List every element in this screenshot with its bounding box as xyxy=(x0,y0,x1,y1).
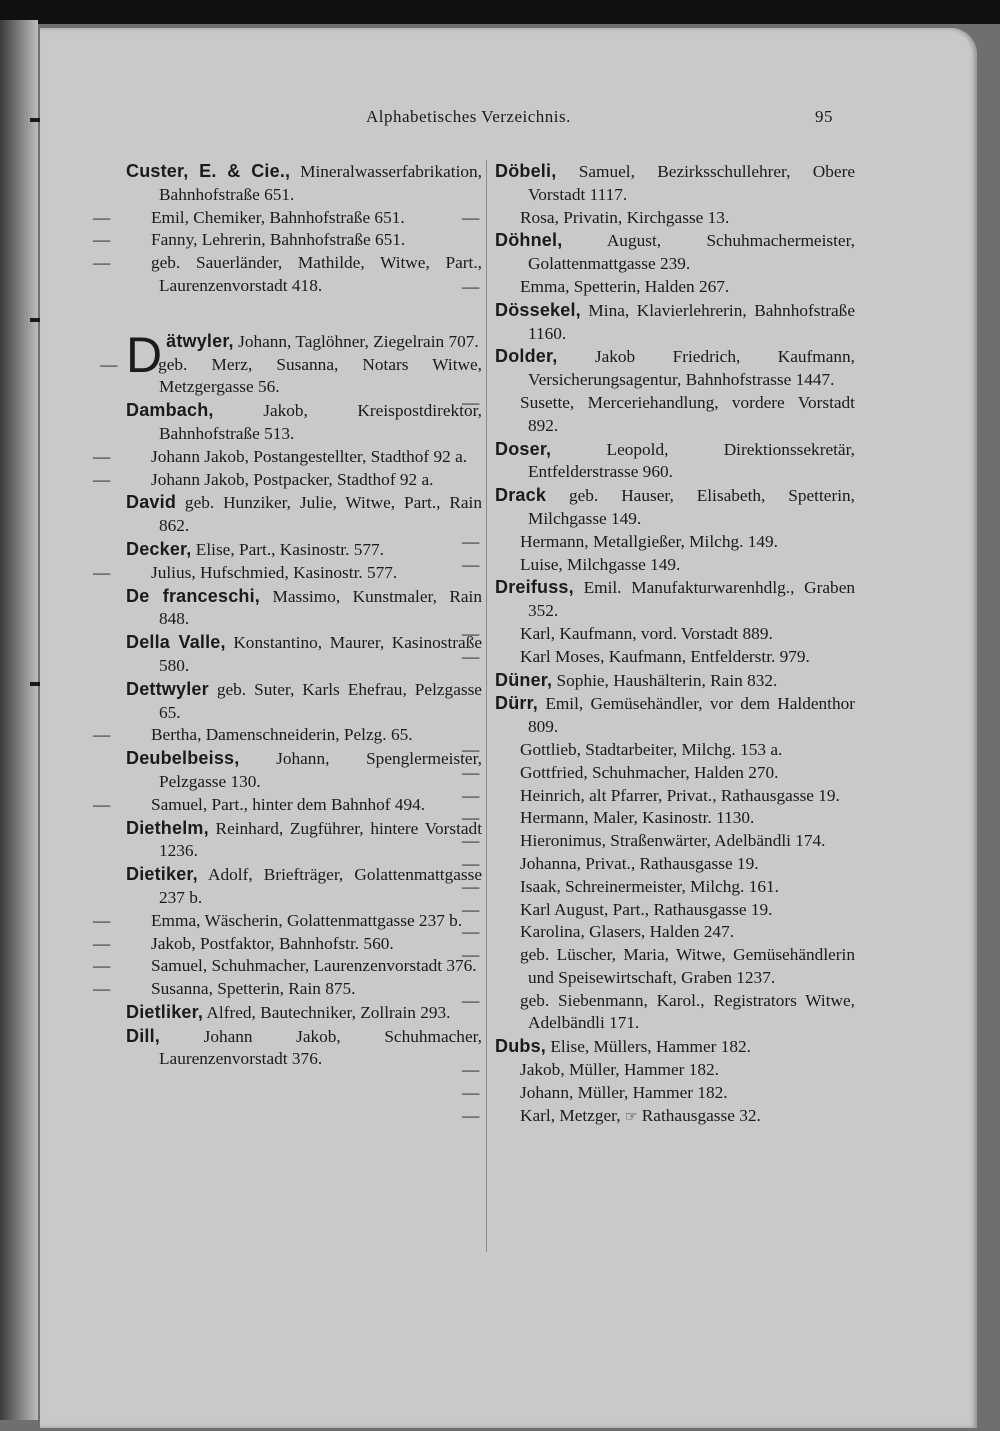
directory-entry xyxy=(495,830,855,853)
directory-entry xyxy=(126,678,482,725)
directory-entry xyxy=(495,692,855,739)
directory-entry xyxy=(495,944,855,990)
directory-entry xyxy=(495,276,855,299)
scan-top-shadow xyxy=(0,0,1000,24)
repeat-dash xyxy=(495,207,520,230)
entry-details: Adolf, Briefträger, Golattenmattgasse 237 b. xyxy=(159,865,483,907)
entry-details: Gottfried, Schuhmacher, Halden 270. xyxy=(520,762,779,782)
entry-name: Dolder, xyxy=(495,346,558,367)
repeat-dash xyxy=(126,724,151,747)
directory-entry xyxy=(495,345,855,392)
repeat-dash xyxy=(495,531,520,554)
repeat-dash xyxy=(495,990,520,1013)
repeat-dash xyxy=(126,910,151,933)
entry-details: Susanna, Spetterin, Rain 875. xyxy=(151,979,356,999)
entry-details: Emil, Gemüsehändler, vor dem Haldenthor 809. xyxy=(528,694,855,737)
repeat-dash xyxy=(495,853,520,876)
book-binding xyxy=(0,20,38,1420)
entry-details: geb. Lüscher, Maria, Witwe, Gemüsehändlerin und Speisewirtschaft, Graben 1237. xyxy=(520,945,855,987)
entry-name: Dössekel, xyxy=(495,299,581,320)
directory-entry xyxy=(495,807,855,830)
entry-details: Rosa, Privatin, Kirchgasse 13. xyxy=(520,207,730,227)
entry-details: Hieronimus, Straßenwärter, Adelbändli 174. xyxy=(520,831,826,851)
directory-entry xyxy=(126,933,482,956)
directory-entry xyxy=(126,955,482,978)
entry-details: Elise, Müllers, Hammer 182. xyxy=(550,1037,751,1057)
entry-details: Karl August, Part., Rathausgasse 19. xyxy=(520,899,773,919)
entry-details: Konstantino, Maurer, Kasinostraße 580. xyxy=(159,633,482,675)
repeat-dash xyxy=(495,921,520,944)
entry-name: Dietiker, xyxy=(126,864,198,885)
directory-entry xyxy=(495,990,855,1036)
entry-details: Gottlieb, Stadtarbeiter, Milchg. 153 a. xyxy=(520,739,783,759)
directory-entry xyxy=(126,446,482,469)
entry-details: Samuel, Bezirksschullehrer, Obere Vorstadt 1117. xyxy=(528,162,855,204)
entry-details: Johann Jakob, Schuhmacher, Laurenzenvorstadt 376. xyxy=(159,1026,482,1069)
directory-entry xyxy=(126,562,482,585)
directory-entry xyxy=(495,160,855,207)
directory-entry xyxy=(495,646,855,669)
repeat-dash xyxy=(126,933,151,956)
directory-entry xyxy=(126,817,482,864)
directory-entry xyxy=(126,207,482,230)
entry-details: Samuel, Part., hinter dem Bahnhof 494. xyxy=(151,794,426,814)
directory-entry xyxy=(126,585,482,632)
entry-details: Emma, Wäscherin, Golattenmattgasse 237 b. xyxy=(151,910,463,930)
entry-details: Jakob Friedrich, Kaufmann, Versicherungsagentur, Bahnhofstrasse 1447. xyxy=(528,347,855,390)
entry-name: Döhnel, xyxy=(495,230,563,251)
entry-details: Jakob, Postfaktor, Bahnhofstr. 560. xyxy=(151,933,394,953)
directory-entry xyxy=(495,438,855,485)
entry-details: Johann Jakob, Postangestellter, Stadthof 92 a. xyxy=(151,446,468,466)
repeat-dash xyxy=(126,955,151,978)
repeat-dash xyxy=(126,252,151,275)
repeat-dash xyxy=(126,469,151,492)
entry-details: Julius, Hufschmied, Kasinostr. 577. xyxy=(151,562,398,582)
repeat-dash xyxy=(495,739,520,762)
entry-name: Decker, xyxy=(126,538,192,559)
directory-entry xyxy=(126,631,482,678)
directory-entry xyxy=(126,229,482,252)
entry-name: ätwyler, xyxy=(166,330,234,351)
entry-details: geb. Siebenmann, Karol., Registrators Witwe, Adelbändli 171. xyxy=(520,990,855,1033)
entry-details: geb. Sauerländer, Mathilde, Witwe, Part., Laurenzenvorstadt 418. xyxy=(151,253,482,295)
entry-details: Hermann, Metallgießer, Milchg. 149. xyxy=(520,531,778,551)
entry-details: Mineralwasserfabrikation, Bahnhofstraße 651. xyxy=(159,162,482,204)
directory-entry xyxy=(495,484,855,531)
entry-details: Johann, Taglöhner, Ziegelrain 707. xyxy=(238,331,479,351)
directory-entry xyxy=(126,910,482,933)
repeat-dash xyxy=(495,1105,520,1128)
directory-entry xyxy=(495,899,855,922)
entry-name: Dreifuss, xyxy=(495,577,574,598)
directory-entry xyxy=(126,1001,482,1025)
entry-details: Susette, Merceriehandlung, vordere Vorstadt 892. xyxy=(520,392,855,435)
entry-details: Karl, Metzger, xyxy=(520,1105,621,1125)
entry-name: Dambach, xyxy=(126,400,214,421)
repeat-dash xyxy=(495,554,520,577)
entry-details: Isaak, Schreinermeister, Milchg. 161. xyxy=(520,876,779,896)
entry-details: Rathausgasse 32. xyxy=(641,1105,761,1125)
pointing-hand-icon: ☞ xyxy=(624,1108,638,1125)
directory-entry xyxy=(495,739,855,762)
entry-details: Karl, Kaufmann, vord. Vorstadt 889. xyxy=(520,623,773,643)
section-gap xyxy=(126,298,482,330)
entry-details: Johann Jakob, Postpacker, Stadthof 92 a. xyxy=(151,469,434,489)
entry-details: August, Schuhmachermeister, Golattenmattgasse 239. xyxy=(528,231,855,274)
repeat-dash xyxy=(495,785,520,808)
entry-name: Custer, E. & Cie., xyxy=(126,161,291,181)
entry-details: Jakob, Müller, Hammer 182. xyxy=(520,1060,719,1080)
entry-name: Dettwyler xyxy=(126,678,209,699)
directory-entry xyxy=(126,863,482,910)
repeat-dash xyxy=(495,623,520,646)
directory-entry xyxy=(126,538,482,562)
entry-name: Doser, xyxy=(495,438,552,459)
entry-name: Dill, xyxy=(126,1025,161,1046)
repeat-dash xyxy=(495,646,520,669)
entry-details: geb. Suter, Karls Ehefrau, Pelzgasse 65. xyxy=(159,679,482,722)
directory-entry xyxy=(126,160,482,207)
directory-entry xyxy=(126,469,482,492)
entry-details: Luise, Milchgasse 149. xyxy=(520,554,681,574)
entry-name: Drack xyxy=(495,485,547,506)
left-column xyxy=(126,160,482,1071)
repeat-dash xyxy=(495,944,520,967)
margin-tick-mark xyxy=(30,682,40,686)
repeat-dash xyxy=(126,562,151,585)
entry-name: Dürr, xyxy=(495,693,539,714)
repeat-dash xyxy=(495,830,520,853)
book-page xyxy=(40,28,977,1428)
entry-name: Dietliker, xyxy=(126,1001,204,1022)
entry-name: Düner, xyxy=(495,669,553,690)
entry-details: Bertha, Damenschneiderin, Pelzg. 65. xyxy=(151,725,413,745)
entry-details: Johann, Müller, Hammer 182. xyxy=(520,1082,728,1102)
entry-details: Jakob, Kreispostdirektor, Bahnhofstraße 513. xyxy=(159,401,482,443)
directory-entry xyxy=(495,531,855,554)
entry-details: Karl Moses, Kaufmann, Entfelderstr. 979. xyxy=(520,646,810,666)
directory-entry xyxy=(126,747,482,794)
entry-name: David xyxy=(126,492,177,513)
repeat-dash xyxy=(126,978,151,1001)
repeat-dash xyxy=(495,276,520,299)
entry-details: Heinrich, alt Pfarrer, Privat., Rathausgasse 19. xyxy=(520,785,840,805)
column-divider xyxy=(486,160,487,1252)
entry-details: Samuel, Schuhmacher, Laurenzenvorstadt 376. xyxy=(151,956,477,976)
repeat-dash xyxy=(495,899,520,922)
directory-entry xyxy=(126,252,482,298)
margin-tick-mark xyxy=(30,318,40,322)
directory-entry xyxy=(126,399,482,446)
directory-entry xyxy=(495,921,855,944)
directory-entry xyxy=(495,623,855,646)
entry-details: Hermann, Maler, Kasinostr. 1130. xyxy=(520,808,755,828)
directory-entry xyxy=(495,554,855,577)
repeat-dash xyxy=(495,1082,520,1105)
entry-name: Dubs, xyxy=(495,1036,547,1057)
running-header xyxy=(40,107,977,129)
directory-entry xyxy=(126,491,482,538)
entry-details: Leopold, Direktionssekretär, Entfelderstrasse 960. xyxy=(528,439,855,482)
repeat-dash xyxy=(495,876,520,899)
page-number: 95 xyxy=(815,107,833,126)
repeat-dash xyxy=(126,229,151,252)
entry-details: Elise, Part., Kasinostr. 577. xyxy=(195,539,384,559)
entry-details: Emma, Spetterin, Halden 267. xyxy=(520,276,730,296)
entry-details: Karolina, Glasers, Halden 247. xyxy=(520,922,735,942)
right-column xyxy=(495,160,855,1128)
directory-entry xyxy=(495,785,855,808)
entry-details: Emil, Chemiker, Bahnhofstraße 651. xyxy=(151,207,405,227)
section-initial: D xyxy=(126,326,163,383)
directory-entry xyxy=(495,229,855,276)
directory-entry xyxy=(126,978,482,1001)
directory-entry xyxy=(126,724,482,747)
directory-entry xyxy=(495,669,855,693)
entry-details: Massimo, Kunstmaler, Rain 848. xyxy=(159,586,482,629)
repeat-dash xyxy=(126,794,151,817)
entry-details: geb. Merz, Susanna, Notars Witwe, Metzgergasse 56. xyxy=(158,354,482,397)
directory-entry xyxy=(495,876,855,899)
directory-entry xyxy=(126,354,482,400)
entry-name: Döbeli, xyxy=(495,161,557,181)
directory-entry xyxy=(495,853,855,876)
entry-details: geb. Hauser, Elisabeth, Spetterin, Milchgasse 149. xyxy=(528,486,855,528)
repeat-dash xyxy=(126,446,151,469)
entry-details: Reinhard, Zugführer, hintere Vorstadt 1236. xyxy=(159,818,482,861)
directory-entry xyxy=(126,794,482,817)
entry-details: Emil. Manufakturwarenhdlg., Graben 352. xyxy=(528,578,855,621)
repeat-dash xyxy=(495,1059,520,1082)
directory-entry xyxy=(495,392,855,438)
directory-entry xyxy=(495,762,855,785)
repeat-dash xyxy=(126,207,151,230)
entry-details: Johanna, Privat., Rathausgasse 19. xyxy=(520,853,759,873)
directory-entry xyxy=(495,207,855,230)
repeat-dash xyxy=(133,354,158,377)
entry-name: Della Valle, xyxy=(126,632,226,653)
directory-entry xyxy=(126,1025,482,1072)
directory-entry xyxy=(495,576,855,623)
entry-details: Mina, Klavierlehrerin, Bahnhofstraße 1160. xyxy=(528,300,855,343)
header-title: Alphabetisches Verzeichnis. xyxy=(366,107,571,126)
entry-details: Sophie, Haushälterin, Rain 832. xyxy=(556,670,778,690)
entry-name: Deubelbeiss, xyxy=(126,748,240,769)
entry-name: Diethelm, xyxy=(126,817,209,838)
margin-tick-mark xyxy=(30,118,40,122)
entry-details: Fanny, Lehrerin, Bahnhofstraße 651. xyxy=(151,230,406,250)
directory-entry xyxy=(495,1035,855,1059)
entry-name: De franceschi, xyxy=(126,585,261,606)
repeat-dash xyxy=(495,392,520,415)
entry-details: Alfred, Bautechniker, Zollrain 293. xyxy=(206,1002,451,1022)
repeat-dash xyxy=(495,762,520,785)
directory-entry xyxy=(495,1082,855,1105)
directory-entry xyxy=(495,299,855,346)
repeat-dash xyxy=(495,807,520,830)
entry-details: geb. Hunziker, Julie, Witwe, Part., Rain 862. xyxy=(159,493,482,536)
directory-entry xyxy=(495,1059,855,1082)
directory-entry xyxy=(495,1105,855,1129)
entry-details: Johann, Spenglermeister, Pelzgasse 130. xyxy=(159,749,482,791)
